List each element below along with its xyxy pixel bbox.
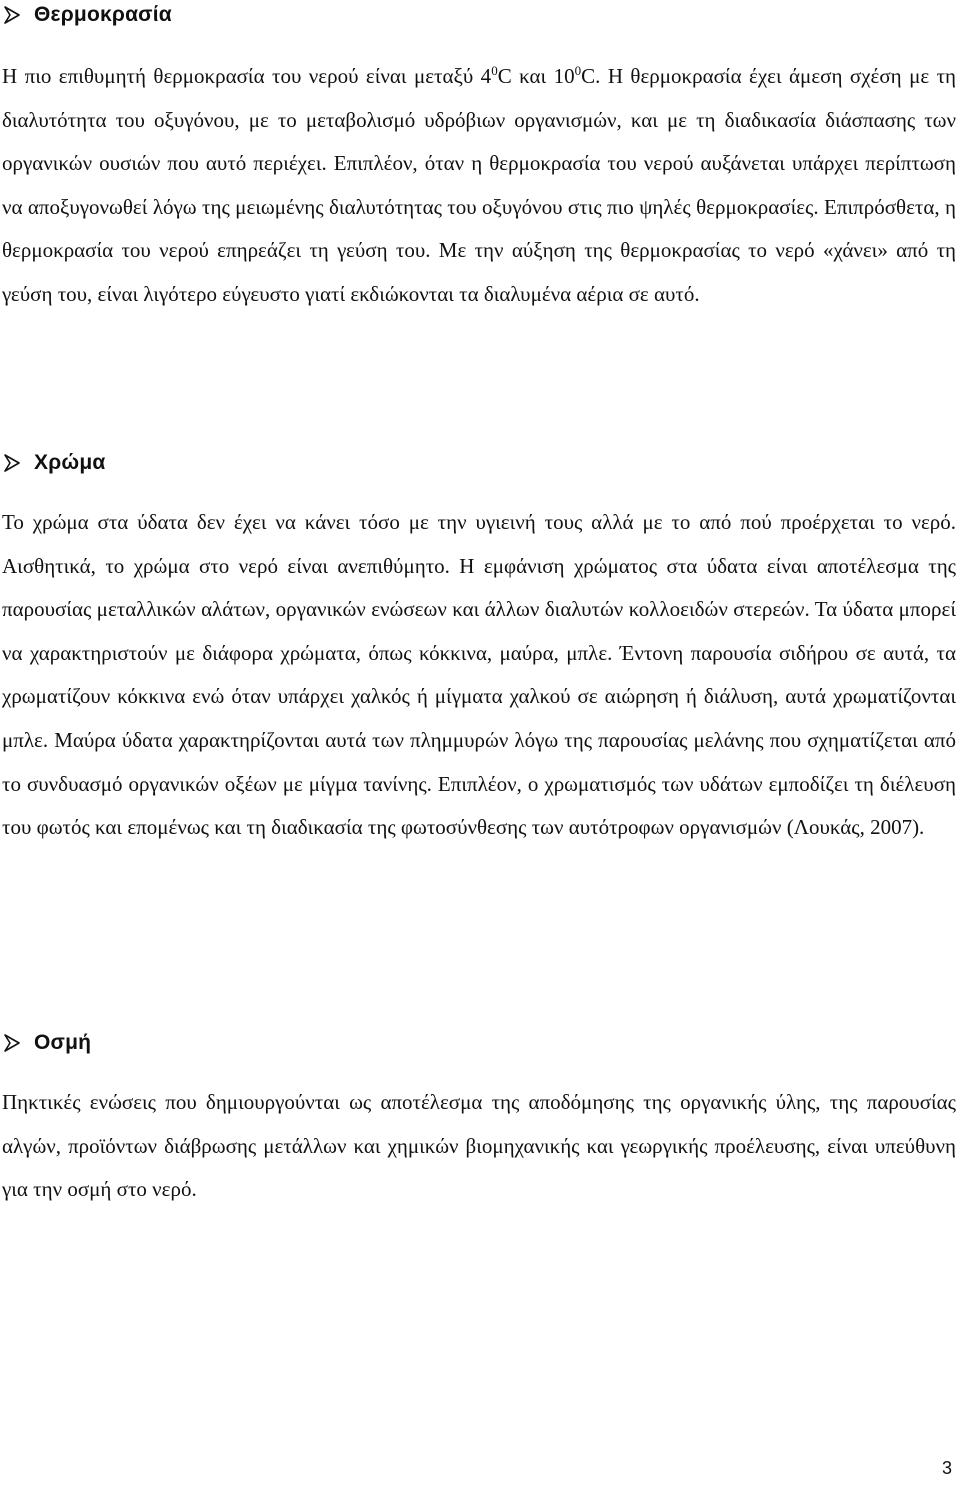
section-heading — [0, 1028, 958, 1058]
arrowhead-bullet-icon — [4, 1034, 20, 1052]
section-heading — [0, 0, 958, 30]
arrowhead-bullet-icon — [4, 454, 20, 472]
paragraph-odor: Πηκτικές ενώσεις που δημιουργούνται ως αποτέλεσμα της αποδόμησης της οργανικής ύλης, της παρουσίας αλγών, προϊόντων διάβρωσης μετάλλων και χημικών βιομηχανικής και γεωργικής προέλευσης, είναι υπεύθυνη για την οσμή στο νερό. — [2, 1090, 956, 1202]
arrowhead-bullet-icon — [4, 6, 20, 24]
heading-text: Οσμή — [34, 1031, 92, 1054]
heading-text: Θερμοκρασία — [34, 3, 172, 26]
section-color — [0, 448, 958, 850]
section-temperature — [0, 0, 958, 317]
paragraph-color: Το χρώμα στα ύδατα δεν έχει να κάνει τόσο με την υγιεινή τους αλλά με το από πού προέρχεται το νερό. Αισθητικά, το χρώμα στο νερό είναι ανεπιθύμητο. Η εμφάνιση χρώματος στα ύδατα είναι αποτέλεσμα της παρουσίας μεταλλικών αλάτων, οργανικών ενώσεων και άλλων διαλυτών κολλοειδών στερεών. Τα ύδατα μπορεί να χαρακτηριστούν με διάφορα χρώματα, όπως κόκκινα, μαύρα, μπλε. Έντονη παρουσία σιδήρου σε αυτά, τα χρωματίζουν κόκκινα ενώ όταν υπάρχει χαλκός ή μίγματα χαλκού σε αιώρηση ή διάλυση, αυτά χρωματίζονται μπλε. Μαύρα ύδατα χαρακτηρίζονται αυτά των πλημμυρών λόγω της παρουσίας μελάνης που σχηματίζεται από το συνδυασμό οργανικών οξέων με μίγμα τανίνης. Επιπλέον, ο χρωματισμός των υδάτων εμποδίζει τη διέλευση του φωτός και επομένως και τη διαδικασία της φωτοσύνθεσης των αυτότροφων οργανισμών (Λουκάς, 2007). — [2, 510, 956, 840]
page-number: 3 — [941, 1458, 952, 1478]
heading-text: Χρώμα — [34, 451, 106, 474]
section-odor — [0, 1028, 958, 1212]
paragraph-temperature: Η πιο επιθυμητή θερμοκρασία του νερού είναι μεταξύ $4^0C$ και $10^0C$. Η θερμοκρασία έχει άμεση σχέση με τη διαλυτότητα του οξυγόνου, με το μεταβολισμό υδρόβιων οργανισμών, και με τη διαδικασία διάσπασης των οργανικών ουσιών που αυτό περιέχει. Επιπλέον, όταν η θερμοκρασία του νερού αυξάνεται υπάρχει περίπτωση να αποξυγονωθεί λόγω της μειωμένης διαλυτότητας του οξυγόνου στις πιο ψηλές θερμοκρασίες. Επιπρόσθετα, η θερμοκρασία του νερού επηρεάζει τη γεύση του. Με την αύξηση της θερμοκρασίας το νερό «χάνει» από τη γεύση του, είναι λιγότερο εύγευστο γιατί εκδιώκονται τα διαλυμένα αέρια σε αυτό. — [2, 63, 957, 306]
section-heading — [0, 448, 958, 478]
